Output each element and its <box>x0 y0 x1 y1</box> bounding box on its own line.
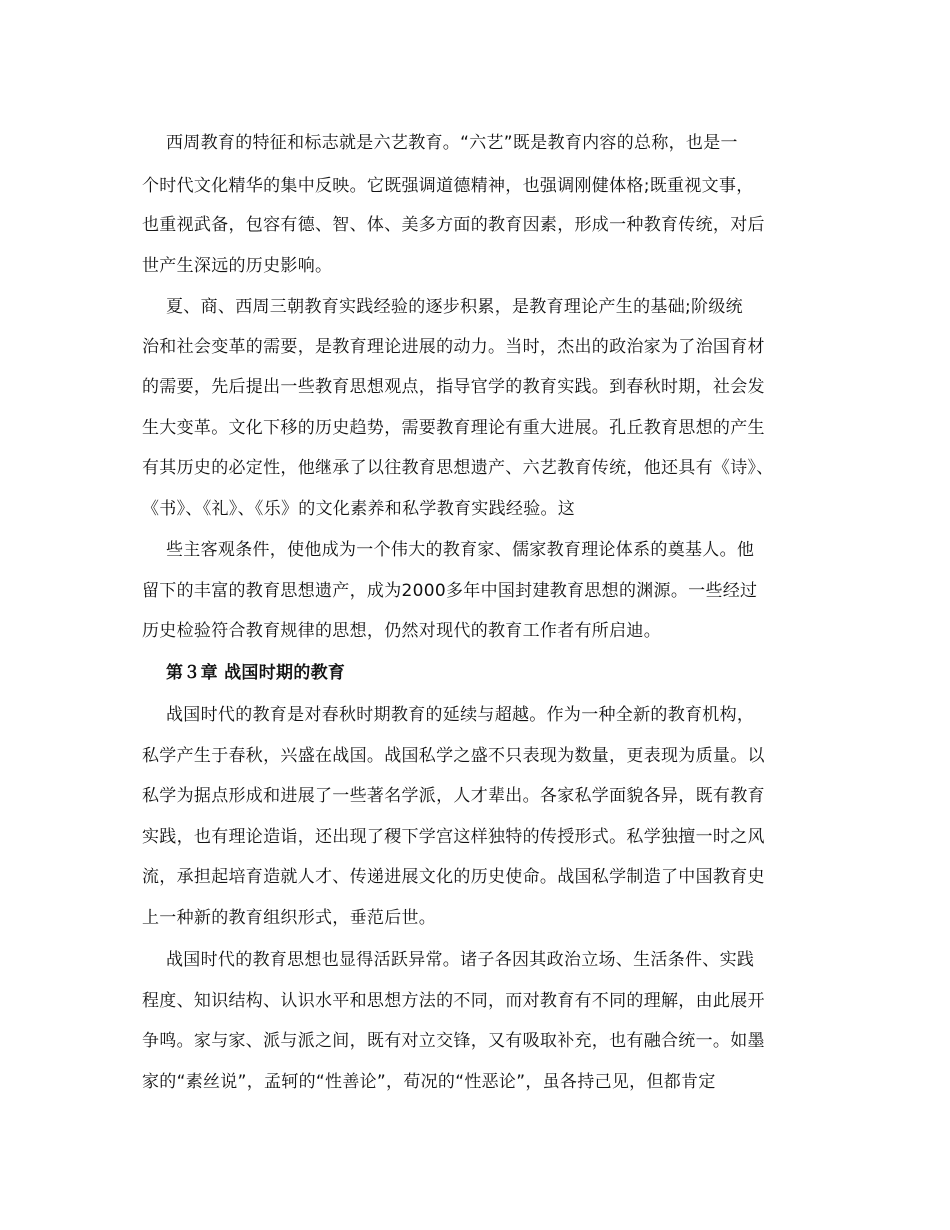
para-2-line-5: 有其历史的必定性，他继承了以往教育思想遗产、六艺教育传统，他还具有《诗》、 <box>142 458 774 478</box>
para-4-line-6: 上一种新的教育组织形式，垂范后世。 <box>142 908 437 928</box>
para-2-line-3: 的需要，先后提出一些教育思想观点，指导官学的教育实践。到春秋时期，社会发 <box>142 377 765 397</box>
para-3-line-2: 留下的丰富的教育思想遗产，成为2000多年中国封建教育思想的渊源。一些经过 <box>142 581 758 601</box>
para-2-line-4: 生大变革。文化下移的历史趋势，需要教育理论有重大进展。孔丘教育思想的产生 <box>142 418 765 438</box>
para-2-line-6: 《书》、《礼》、《乐》的文化素养和私学教育实践经验。这 <box>142 499 576 519</box>
para-1-line-2: 个时代文化精华的集中反映。它既强调道德精神，也强调刚健体格;既重视文事， <box>142 176 754 196</box>
para-1-line-1: 西周教育的特征和标志就是六艺教育。“六艺”既是教育内容的总称，也是一 <box>166 133 738 153</box>
para-3-line-3: 历史检验符合教育规律的思想，仍然对现代的教育工作者有所启迪。 <box>142 621 661 641</box>
para-1-line-3: 也重视武备，包容有德、智、体、美多方面的教育因素，形成一种教育传统，对后 <box>142 215 765 235</box>
para-5-line-4: 家的“素丝说”，孟轲的“性善论”，荀况的“性恶论”，虽各持己见，但都肯定 <box>142 1072 716 1092</box>
para-4-line-1: 战国时代的教育是对春秋时期教育的延续与超越。作为一种全新的教育机构， <box>166 705 755 725</box>
para-1-line-4: 世产生深远的历史影响。 <box>142 256 333 276</box>
para-3-line-1: 些主客观条件，使他成为一个伟大的教育家、儒家教育理论体系的奠基人。他 <box>166 540 755 560</box>
para-4-line-5: 流，承担起培育造就人才、传递进展文化的历史使命。战国私学制造了中国教育史 <box>142 867 765 887</box>
para-2-line-1: 夏、商、西周三朝教育实践经验的逐步积累，是教育理论产生的基础;阶级统 <box>166 297 743 317</box>
para-2-line-2: 治和社会变革的需要，是教育理论进展的动力。当时，杰出的政治家为了治国育材 <box>142 337 765 357</box>
chapter-heading: 第３章 战国时期的教育 <box>166 663 346 683</box>
para-4-line-4: 实践，也有理论造诣，还出现了稷下学宫这样独特的传授形式。私学独擅一时之风 <box>142 827 765 847</box>
para-4-line-2: 私学产生于春秋，兴盛在战国。战国私学之盛不只表现为数量，更表现为质量。以 <box>142 746 765 766</box>
para-4-line-3: 私学为据点形成和进展了一些著名学派，人才辈出。各家私学面貌各异，既有教育 <box>142 786 765 806</box>
para-5-line-2: 程度、知识结构、认识水平和思想方法的不同，而对教育有不同的理解，由此展开 <box>142 991 765 1011</box>
para-5-line-1: 战国时代的教育思想也显得活跃异常。诸子各因其政治立场、生活条件、实践 <box>166 950 755 970</box>
para-5-line-3: 争鸣。家与家、派与派之间，既有对立交锋，又有吸取补充，也有融合统一。如墨 <box>142 1031 765 1051</box>
